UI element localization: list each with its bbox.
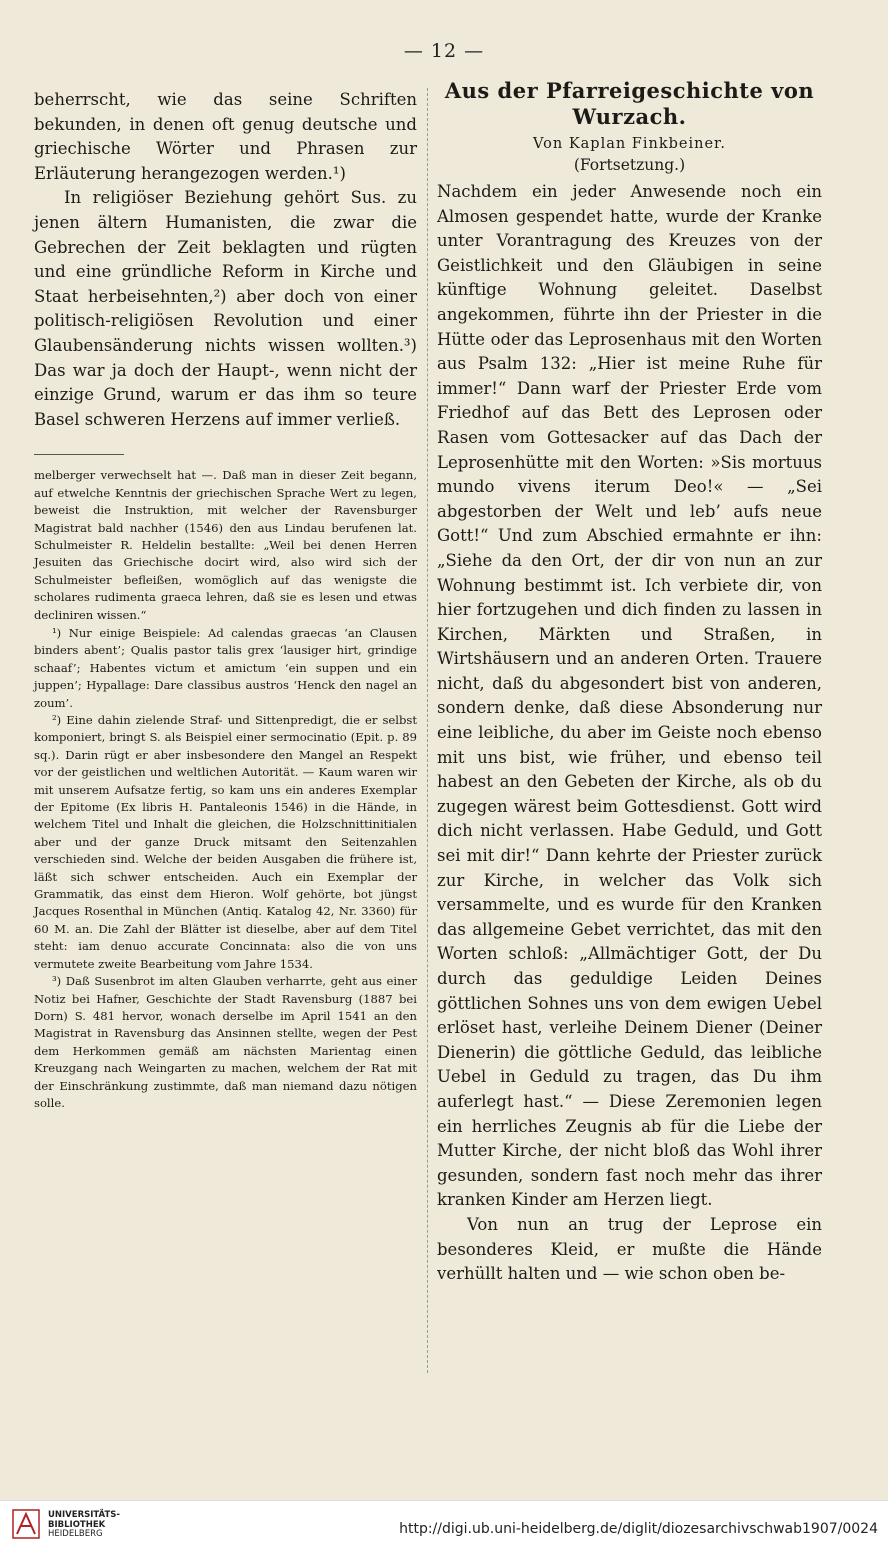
university-library-logo-icon: [12, 1509, 40, 1539]
article-author: Von Kaplan Finkbeiner.: [533, 136, 726, 152]
library-name-line3: HEIDELBERG: [48, 1529, 103, 1539]
footnote-1: ¹) Nur einige Beispiele: Ad calendas graecas ‘an Clausen binders abent’; Qualis pastor talis grex ‘lausiger hirt, grindige schaaf’; Habentes victum et amictum ‘ein suppen und ein juppen’; Hypallage: Dare classibus austros ‘Henck den nagel an zoum’.: [34, 625, 417, 710]
footnote-3: ³) Daß Susenbrot im alten Glauben verharrte, geht aus einer Notiz bei Hafner, Geschichte der Stadt Ravensburg (1887 bei Dorn) S. 481 hervor, wonach derselbe im April 1541 an den Magistrat in Ravensburg das Ansinnen stellte, wegen der Pest dem Herkommen gemäß am nächsten Marientag einen Kreuzgang nach Weingarten zu machen, welchem der Rat mit der Einschränkung zustimmte, daß man niemand dazu nötigen solle.: [34, 974, 417, 1110]
digitization-footer: [0, 1500, 888, 1548]
permalink-url[interactable]: http://digi.ub.uni-heidelberg.de/diglit/diozesarchivschwab1907/0024: [399, 1521, 878, 1537]
right-paragraph-2: Von nun an trug der Leprose ein besonderes Kleid, er mußte die Hände verhüllt halten und — wie schon oben be-: [437, 1214, 822, 1284]
library-name: [48, 1511, 120, 1540]
article-title: Aus der Pfarreigeschichte von Wurzach.: [444, 78, 815, 129]
continuation-note: (Fortsetzung.): [573, 156, 686, 174]
footnote-2: ²) Eine dahin zielende Straf- und Sittenpredigt, die er selbst komponiert, bringt S. als Beispiel einer sermocinatio (Epit. p. 89 sq.). Darin rügt er aber insbesondere den Mangel an Respekt vor der geistlichen und weltlichen Autorität. — Kaum waren wir mit unserem Aufsatze fertig, so kam uns ein anderes Exemplar der Epitome (Ex libris H. Pantaleonis 1546) in die Hände, in welchem Titel und Inhalt die gleichen, die Holzschnittinitialen aber und der ganze Druck mitsamt den Seitenzahlen verschieden sind. Welche der beiden Ausgaben die frühere ist, läßt sich schwer entscheiden. Auch ein Exemplar der Grammatik, das einst dem Hieron. Wolf gehörte, bot jüngst Jacques Rosenthal in München (Antiq. Katalog 42, Nr. 3360) für 60 M. an. Die Zahl der Blätter ist dieselbe, aber auf dem Titel steht: iam denuo accurate Concinnata: also die von uns vermutete zweite Bearbeitung vom Jahre 1534.: [34, 713, 417, 971]
footnote-continuation: melberger verwechselt hat —. Daß man in dieser Zeit begann, auf etwelche Kenntnis der griechischen Sprache Wert zu legen, beweist die Instruktion, mit welcher der Ravensburger Magistrat bald nachher (1546) den aus Lindau berufenen lat. Schulmeister R. Heldelin bestallte: „Weil bei denen Herren Jesuiten das Griechische docirt wird, also wird sich der Schulmeister befleißen, womöglich auf das wenigste die scholares rudimenta graeca lehren, daß sie es lesen und etwas decliniren wissen.“: [34, 468, 417, 622]
library-name-line1: UNIVERSITÄTS-: [48, 1510, 120, 1520]
left-column: [34, 88, 417, 1112]
footnote-rule: [34, 454, 124, 455]
page-number: — 12 —: [403, 40, 485, 62]
left-paragraph-1: beherrscht, wie das seine Schriften bekunden, in denen oft genug deutsche und griechische Wörter und Phrasen zur Erläuterung herangezogen werden.¹): [34, 90, 417, 183]
right-paragraph-1: Nachdem ein jeder Anwesende noch ein Almosen gespendet hatte, wurde der Kranke unter Vorantragung des Kreuzes von der Geistlichkeit und den Gläubigen in seine künftige Wohnung geleitet. Daselbst angekommen, führte ihn der Priester in die Hütte oder das Leprosenhaus mit den Worten aus Psalm 132: „Hier ist meine Ruhe für immer!“ Dann warf der Priester Erde vom Friedhof auf das Bett des Leprosen oder Rasen vom Gottesacker auf das Dach der Leprosenhütte mit den Worten: »Sis mortuus mundo vivens iterum Deo!« — „Sei abgestorben der Welt und leb’ aufs neue Gott!“ Und zum Abschied ermahnte er ihn: „Siehe da den Ort, der dir von nun an zur Wohnung bestimmt ist. Ich verbiete dir, von hier fortzugehen und dich finden zu lassen in Kirchen, Märkten und Straßen, in Wirtshäusern und an anderen Orten. Trauere nicht, daß du abgesondert bist von anderen, sondern denke, daß diese Absonderung nur eine leibliche, du aber im Geiste noch ebenso mit uns bist, wie früher, und ebenso teil habest an den Gebeten der Kirche, als ob du zugegen wärest beim Gottesdienst. Gott wird dich nicht verlassen. Habe Geduld, und Gott sei mit dir!“ Dann kehrte der Priester zurück zur Kirche, in welcher das Volk sich versammelte, und es wurde für den Kranken das allgemeine Gebet verrichtet, das mit den Worten schloß: „Allmächtiger Gott, der Du durch das geduldige Leiden Deines göttlichen Sohnes uns von dem ewigen Uebel erlöset hast, verleihe Deinem Diener (Deiner Dienerin) die göttliche Geduld, das leibliche Uebel in Geduld zu tragen, das Du ihm auferlegt hast.“ — Diese Zeremonien legen ein herrliches Zeugnis ab für die Liebe der Mutter Kirche, der nicht bloß das Wohl ihrer gesunden, sondern fast noch mehr das ihrer kranken Kinder am Herzen liegt.: [437, 182, 822, 1210]
column-divider: [427, 88, 428, 1373]
right-column: [437, 78, 822, 1287]
library-name-line2: BIBLIOTHEK: [48, 1519, 106, 1530]
left-paragraph-2: In religiöser Beziehung gehört Sus. zu jenen ältern Humanisten, die zwar die Gebrechen der Zeit beklagten und rügten und eine gründliche Reform in Kirche und Staat herbeisehnten,²) aber doch von einer politisch-religiösen Revolution und einer Glaubensänderung nichts wissen wollten.³) Das war ja doch der Haupt-, wenn nicht der einzige Grund, warum er das ihm so teure Basel schweren Herzens auf immer verließ.: [34, 188, 417, 429]
